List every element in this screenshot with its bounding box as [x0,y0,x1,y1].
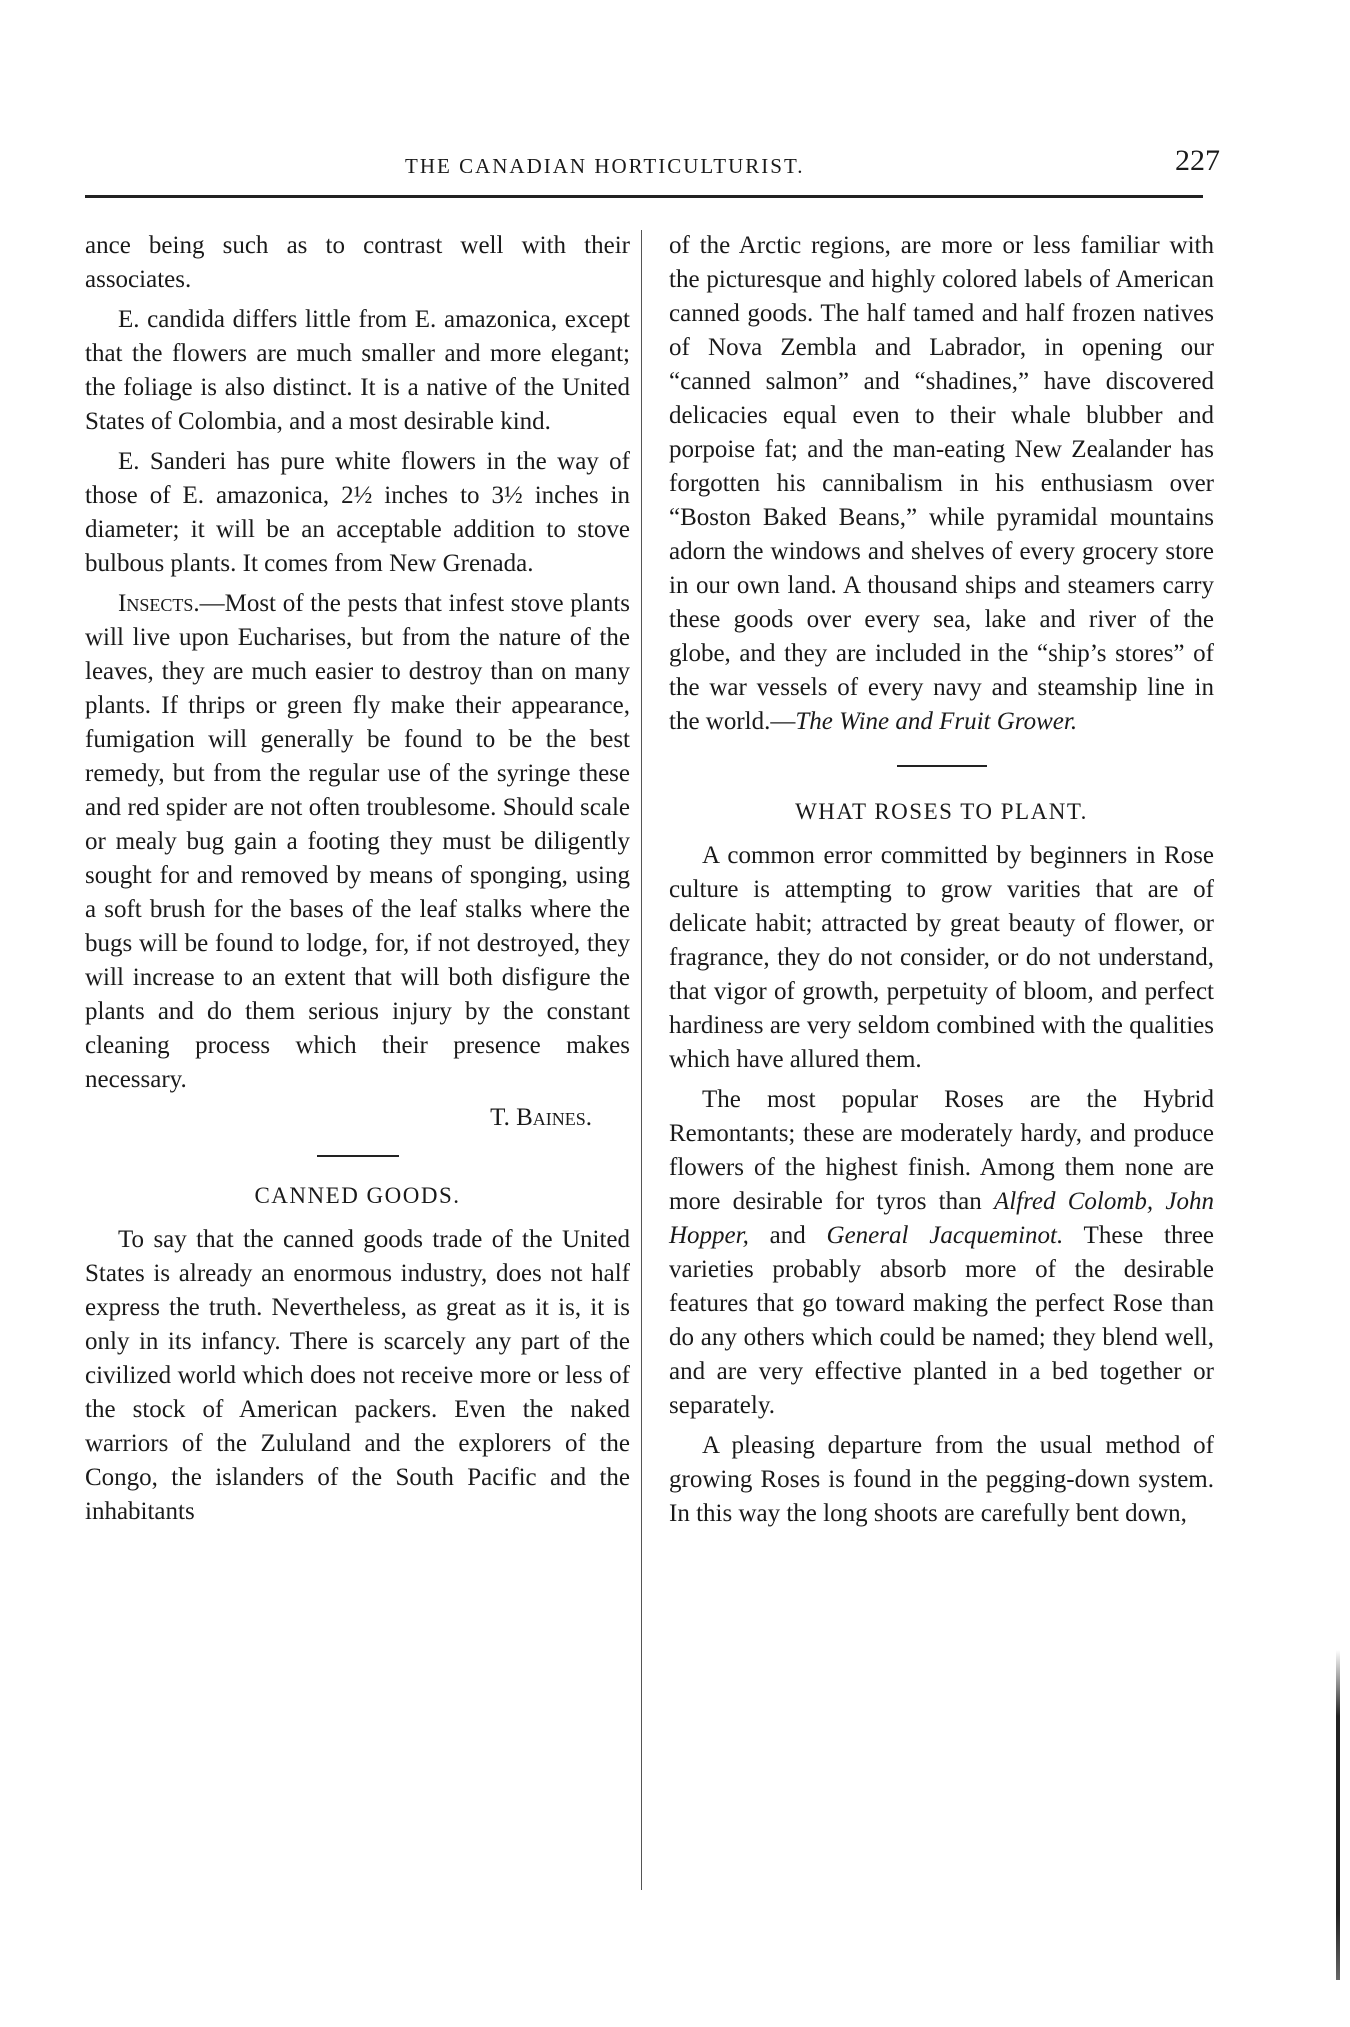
rose-name: John Hopper, [669,1188,1214,1249]
paragraph: E. candida differs little from E. amazonica, except that the flowers are much smaller and more elegant; the foliage is also distinct. It is a native of the United States of Colombia, and a most desirable kind. [85,306,630,435]
author-signature: T. Baines. [490,1104,592,1131]
canned-continued-text: of the Arctic regions, are more or less familiar with the picturesque and highly colored labels of American canned goods. The half tamed and half frozen natives of Nova Zembla and Labrador, in opening our “canned salmon” and “shadines,” have discovered delicacies equal even to their whale blubber and porpoise fat; and the man-eating New Zealander has forgotten his cannibalism in his enthusiasm over “Boston Baked Beans,” while pyramidal mountains adorn the windows and shelves of every grocery store in our own land. A thousand ships and steamers carry these goods over every sea, lake and river of the globe, and they are included in the “ship’s stores” of the war vessels of every navy and steamship line in the world.— [669,232,1214,735]
insects-text: —Most of the pests that infest stove plants will live upon Eucharises, but from the nature of the leaves, they are much easier to destroy than on many plants. If thrips or green fly make their appearance, fumigation will generally be found to be the best remedy, but from the regular use of the syringe these and red spider are not often troublesome. Should scale or mealy bug gain a footing they must be diligently sought for and removed by means of sponging, using a soft brush for the bases of the leaf stalks where the bugs will be found to lodge, for, if not destroyed, they will increase to an extent that will both disfigure the plants and do them serious injury by the constant cleaning process which their presence makes necessary. [85,590,630,1093]
section-heading-roses: WHAT ROSES TO PLANT. [795,799,1088,824]
right-column [669,229,1214,1537]
paragraph-insects [85,587,630,1097]
rose-name: Alfred Colomb, [993,1188,1154,1215]
roses-text-a: The most popular Roses are the Hybrid Remontants; these are moderately hardy, and produce flowers of the highest finish. Among them none are more desirable for tyros than [669,1086,1214,1215]
roses-text-b: These three varieties probably absorb more of the desirable features that go toward making the perfect Rose than do any others which could be named; they blend well, and are very effective planted in a bed together or separately. [669,1222,1214,1419]
section-rule [897,765,987,767]
roses-text-and: and [748,1222,827,1249]
page-edge-shadow [1336,1650,1340,1980]
section-heading-canned-goods: CANNED GOODS. [254,1183,461,1208]
running-title: THE CANADIAN HORTICULTURIST. [405,154,805,178]
paragraph: A common error committed by beginners in Rose culture is attempting to grow varities that are of delicate habit; attracted by great beauty of flower, or fragrance, they do not consider, or do not understand, that vigor of growth, perpetuity of bloom, and perfect hardiness are very seldom combined with the qualities which have allured them. [669,842,1214,1073]
header-rule [85,195,1203,198]
paragraph-roses-varieties [669,1083,1214,1423]
paragraph: ance being such as to contrast well with their associates. [85,232,630,293]
insects-lead: Insects. [118,590,200,617]
page-number: 227 [1175,144,1220,177]
canned-source: The Wine and Fruit Grower. [795,708,1078,735]
paragraph: To say that the canned goods trade of the United States is already an enormous industry, does not half express the truth. Nevertheless, as great as it is, it is only in its infancy. There is scarcely any part of the civilized world which does not receive more or less of the stock of American packers. Even the naked warriors of the Zululand and the explorers of the Congo, the islanders of the South Pacific and the inhabitants [85,1226,630,1525]
column-divider [641,230,642,1890]
paragraph-canned-continued [669,229,1214,739]
paragraph: A pleasing departure from the usual method of growing Roses is found in the pegging-down system. In this way the long shoots are carefully bent down, [669,1432,1214,1527]
running-head [85,144,1220,190]
paragraph: E. Sanderi has pure white flowers in the way of those of E. amazonica, 2½ inches to 3½ inches in diameter; it will be an acceptable addition to stove bulbous plants. It comes from New Grenada. [85,448,630,577]
left-column [85,229,630,1535]
section-rule [317,1155,399,1157]
rose-name: General Jacqueminot. [826,1222,1064,1249]
